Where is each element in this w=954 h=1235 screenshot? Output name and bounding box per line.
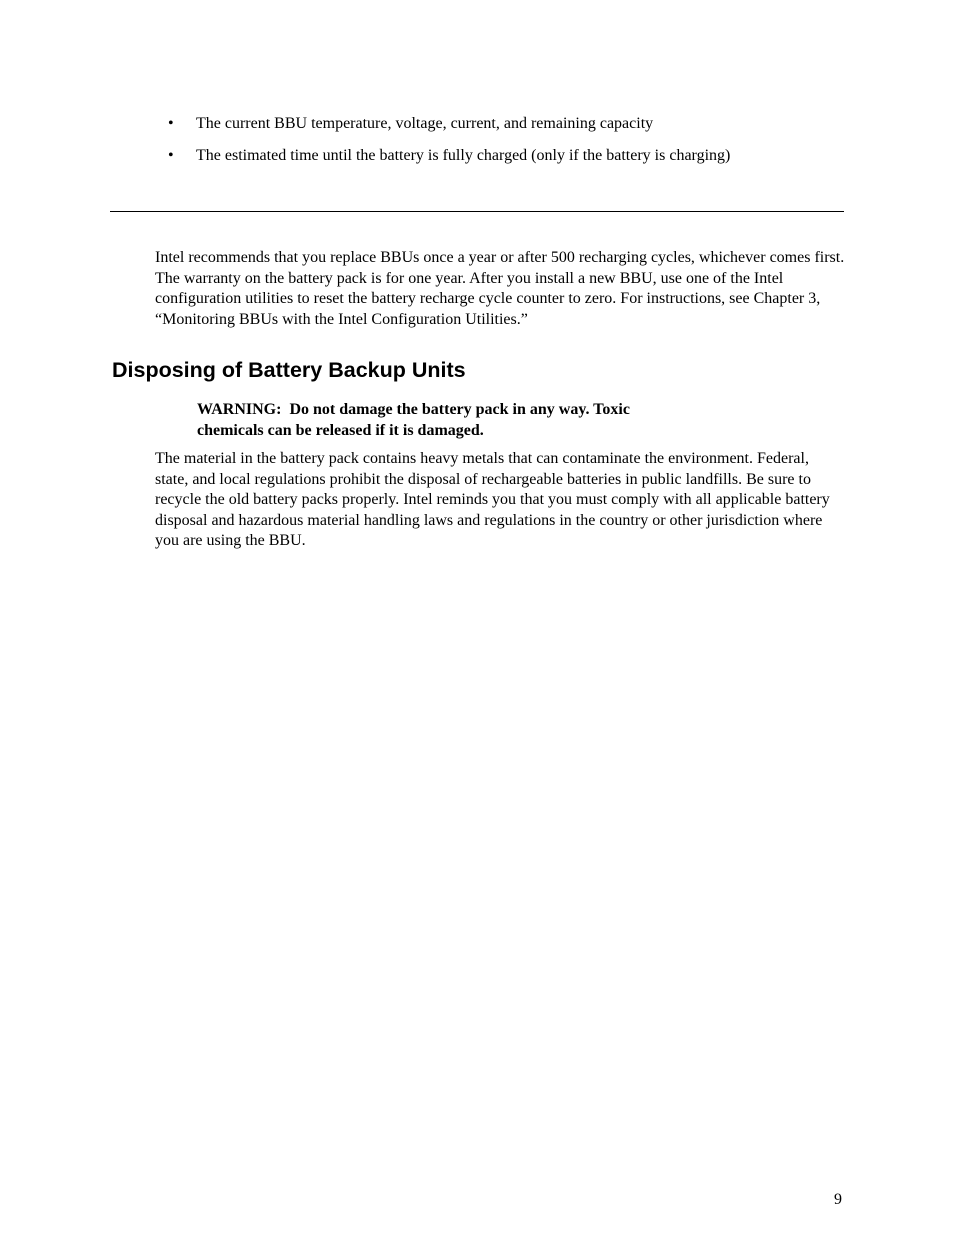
section-divider <box>110 211 844 212</box>
bullet-icon: • <box>168 115 174 132</box>
bullet-text: The current BBU temperature, voltage, current, and remaining capacity <box>196 115 654 132</box>
bullet-text: The estimated time until the battery is fully charged (only if the battery is charging) <box>196 147 731 164</box>
bbu-status-bullet-list <box>168 114 868 165</box>
disposal-paragraph: The material in the battery pack contains heavy metals that can contaminate the environment. Federal, state, and local regulations prohibit the disposal of rechargeable batteries in public landfills. Be sure to recycle the old battery packs properly. Intel reminds you that you must comply with all applicable battery disposal and hazardous material handling laws and regulations in the country or other jurisdiction where you are using the BBU. <box>155 450 830 549</box>
section-heading: Disposing of Battery Backup Units <box>112 358 466 382</box>
warning-line: WARNING: Do not damage the battery pack in any way. Toxic <box>197 401 630 418</box>
warning-note <box>197 399 677 441</box>
list-item <box>168 146 868 165</box>
page-number: 9 <box>834 1191 842 1208</box>
bullet-icon: • <box>168 147 174 164</box>
replacement-paragraph: Intel recommends that you replace BBUs once a year or after 500 recharging cycles, whichever comes first. The warranty on the battery pack is for one year. After you install a new BBU, use one of the Intel configuration utilities to reset the battery recharge cycle counter to zero. For instructions, see Chapter 3, “Monitoring BBUs with the Intel Configuration Utilities.” <box>155 249 845 328</box>
list-item <box>168 114 868 133</box>
warning-line: chemicals can be released if it is damaged. <box>197 422 484 439</box>
